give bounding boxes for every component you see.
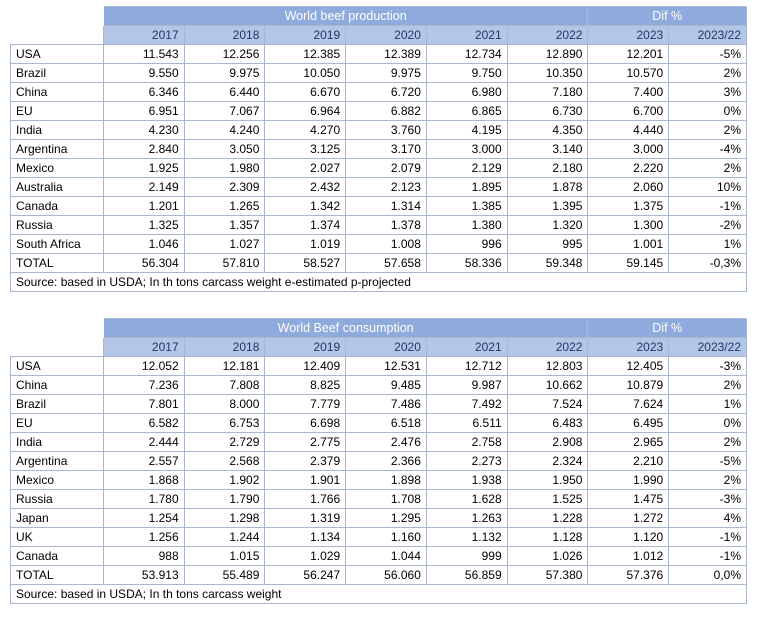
- cell-2021: 1.895: [426, 178, 507, 197]
- consumption-year-header: [11, 338, 747, 357]
- cell-dif: 2%: [669, 64, 747, 83]
- beef-consumption-table: [10, 318, 747, 604]
- cell-2022: 2.324: [507, 452, 588, 471]
- total-label: TOTAL: [11, 566, 104, 585]
- cell-2020: 6.720: [346, 83, 427, 102]
- total-2021: 58.336: [426, 254, 507, 273]
- cell-2023: 12.405: [588, 357, 669, 376]
- cell-2018: 1.980: [184, 159, 265, 178]
- row-label: Russia: [11, 216, 104, 235]
- consumption-col-dif: 2023/22: [669, 338, 747, 357]
- cell-2020: 1.295: [346, 509, 427, 528]
- table-row: [11, 395, 747, 414]
- cell-2023: 10.879: [588, 376, 669, 395]
- consumption-title: World Beef consumption: [103, 319, 588, 338]
- total-2018: 57.810: [184, 254, 265, 273]
- cell-2017: 1.780: [103, 490, 184, 509]
- cell-2022: 1.950: [507, 471, 588, 490]
- total-label: TOTAL: [11, 254, 104, 273]
- cell-2022: 3.140: [507, 140, 588, 159]
- cell-dif: 1%: [669, 235, 747, 254]
- table-row: [11, 64, 747, 83]
- cell-2022: 1.395: [507, 197, 588, 216]
- row-label: USA: [11, 45, 104, 64]
- cell-2022: 1.320: [507, 216, 588, 235]
- table-row: [11, 178, 747, 197]
- cell-2019: 1.374: [265, 216, 346, 235]
- production-total-row: [11, 254, 747, 273]
- cell-2023: 12.201: [588, 45, 669, 64]
- total-dif: -0,3%: [669, 254, 747, 273]
- cell-dif: -1%: [669, 197, 747, 216]
- consumption-source-note: Source: based in USDA; In th tons carcass weight: [11, 585, 747, 604]
- cell-2023: 1.012: [588, 547, 669, 566]
- row-label: Argentina: [11, 452, 104, 471]
- consumption-dif-header: Dif %: [588, 319, 747, 338]
- cell-2019: 8.825: [265, 376, 346, 395]
- cell-2019: 12.409: [265, 357, 346, 376]
- row-label: South Africa: [11, 235, 104, 254]
- cell-2017: 6.951: [103, 102, 184, 121]
- cell-2020: 6.882: [346, 102, 427, 121]
- table-row: [11, 216, 747, 235]
- cell-2021: 1.263: [426, 509, 507, 528]
- cell-2020: 2.366: [346, 452, 427, 471]
- cell-2017: 1.254: [103, 509, 184, 528]
- cell-2023: 6.495: [588, 414, 669, 433]
- cell-2017: 2.444: [103, 433, 184, 452]
- cell-2023: 10.570: [588, 64, 669, 83]
- cell-2019: 10.050: [265, 64, 346, 83]
- row-label: Mexico: [11, 471, 104, 490]
- row-label: UK: [11, 528, 104, 547]
- cell-dif: -2%: [669, 216, 747, 235]
- total-2019: 56.247: [265, 566, 346, 585]
- cell-2017: 1.046: [103, 235, 184, 254]
- cell-2019: 4.270: [265, 121, 346, 140]
- row-label: Mexico: [11, 159, 104, 178]
- row-label: EU: [11, 102, 104, 121]
- cell-2020: 1.314: [346, 197, 427, 216]
- cell-2021: 2.758: [426, 433, 507, 452]
- cell-2023: 1.001: [588, 235, 669, 254]
- cell-2021: 12.712: [426, 357, 507, 376]
- total-2022: 57.380: [507, 566, 588, 585]
- cell-2017: 6.346: [103, 83, 184, 102]
- cell-2017: 7.801: [103, 395, 184, 414]
- cell-2019: 12.385: [265, 45, 346, 64]
- production-title-row: [11, 7, 747, 26]
- cell-2019: 2.432: [265, 178, 346, 197]
- cell-2018: 1.357: [184, 216, 265, 235]
- cell-dif: -3%: [669, 357, 747, 376]
- cell-2018: 6.440: [184, 83, 265, 102]
- cell-2021: 2.273: [426, 452, 507, 471]
- total-2017: 53.913: [103, 566, 184, 585]
- cell-2020: 1.008: [346, 235, 427, 254]
- cell-dif: 0%: [669, 414, 747, 433]
- cell-2018: 4.240: [184, 121, 265, 140]
- cell-2020: 2.079: [346, 159, 427, 178]
- cell-2021: 7.492: [426, 395, 507, 414]
- cell-2021: 3.000: [426, 140, 507, 159]
- row-label: Brazil: [11, 395, 104, 414]
- cell-2023: 1.120: [588, 528, 669, 547]
- cell-dif: 2%: [669, 376, 747, 395]
- cell-2023: 2.210: [588, 452, 669, 471]
- cell-2018: 9.975: [184, 64, 265, 83]
- cell-2022: 7.180: [507, 83, 588, 102]
- cell-2018: 2.568: [184, 452, 265, 471]
- cell-2018: 12.256: [184, 45, 265, 64]
- table-row: [11, 376, 747, 395]
- cell-2017: 988: [103, 547, 184, 566]
- production-corner-cell: [11, 26, 104, 45]
- cell-2020: 1.160: [346, 528, 427, 547]
- cell-2017: 4.230: [103, 121, 184, 140]
- cell-2020: 3.760: [346, 121, 427, 140]
- cell-2019: 1.134: [265, 528, 346, 547]
- cell-2023: 1.300: [588, 216, 669, 235]
- cell-2022: 2.908: [507, 433, 588, 452]
- cell-2022: 10.662: [507, 376, 588, 395]
- row-label: USA: [11, 357, 104, 376]
- cell-2023: 2.965: [588, 433, 669, 452]
- consumption-total-row: [11, 566, 747, 585]
- table-row: [11, 509, 747, 528]
- cell-dif: -3%: [669, 490, 747, 509]
- total-2022: 59.348: [507, 254, 588, 273]
- consumption-col-2022: 2022: [507, 338, 588, 357]
- cell-2017: 11.543: [103, 45, 184, 64]
- cell-2021: 6.511: [426, 414, 507, 433]
- cell-2023: 1.475: [588, 490, 669, 509]
- cell-2019: 1.019: [265, 235, 346, 254]
- cell-2019: 2.379: [265, 452, 346, 471]
- cell-2018: 12.181: [184, 357, 265, 376]
- cell-2021: 999: [426, 547, 507, 566]
- table-row: [11, 121, 747, 140]
- table-row: [11, 159, 747, 178]
- total-dif: 0,0%: [669, 566, 747, 585]
- cell-dif: -1%: [669, 547, 747, 566]
- cell-2022: 10.350: [507, 64, 588, 83]
- cell-2021: 1.938: [426, 471, 507, 490]
- cell-2022: 1.228: [507, 509, 588, 528]
- table-row: [11, 197, 747, 216]
- cell-dif: 3%: [669, 83, 747, 102]
- production-col-2017: 2017: [103, 26, 184, 45]
- row-label: India: [11, 433, 104, 452]
- production-year-header: [11, 26, 747, 45]
- cell-2018: 1.298: [184, 509, 265, 528]
- cell-2019: 2.027: [265, 159, 346, 178]
- cell-2018: 2.309: [184, 178, 265, 197]
- production-col-2023: 2023: [588, 26, 669, 45]
- cell-2017: 1.325: [103, 216, 184, 235]
- cell-2020: 6.518: [346, 414, 427, 433]
- cell-2020: 2.123: [346, 178, 427, 197]
- row-label: China: [11, 376, 104, 395]
- cell-2023: 7.624: [588, 395, 669, 414]
- total-2020: 57.658: [346, 254, 427, 273]
- cell-2017: 1.201: [103, 197, 184, 216]
- cell-2020: 1.044: [346, 547, 427, 566]
- row-label: Russia: [11, 490, 104, 509]
- table-row: [11, 452, 747, 471]
- cell-2017: 12.052: [103, 357, 184, 376]
- cell-2021: 12.734: [426, 45, 507, 64]
- cell-dif: 0%: [669, 102, 747, 121]
- cell-dif: -1%: [669, 528, 747, 547]
- cell-2018: 1.790: [184, 490, 265, 509]
- cell-2021: 996: [426, 235, 507, 254]
- production-dif-header: Dif %: [588, 7, 747, 26]
- cell-dif: 10%: [669, 178, 747, 197]
- cell-2022: 1.525: [507, 490, 588, 509]
- cell-2021: 9.750: [426, 64, 507, 83]
- total-2023: 59.145: [588, 254, 669, 273]
- cell-dif: 2%: [669, 471, 747, 490]
- table-row: [11, 414, 747, 433]
- table-row: [11, 528, 747, 547]
- beef-production-table: [10, 6, 747, 292]
- cell-2018: 8.000: [184, 395, 265, 414]
- cell-2021: 1.132: [426, 528, 507, 547]
- total-2020: 56.060: [346, 566, 427, 585]
- cell-2019: 1.901: [265, 471, 346, 490]
- consumption-col-2017: 2017: [103, 338, 184, 357]
- cell-2017: 7.236: [103, 376, 184, 395]
- consumption-col-2023: 2023: [588, 338, 669, 357]
- cell-dif: -5%: [669, 452, 747, 471]
- cell-2020: 12.389: [346, 45, 427, 64]
- production-source-note: Source: based in USDA; In th tons carcass weight e-estimated p-projected: [11, 273, 747, 292]
- cell-2018: 3.050: [184, 140, 265, 159]
- row-label: Argentina: [11, 140, 104, 159]
- table-row: [11, 140, 747, 159]
- cell-2022: 4.350: [507, 121, 588, 140]
- cell-2019: 3.125: [265, 140, 346, 159]
- cell-2022: 2.180: [507, 159, 588, 178]
- row-label: Canada: [11, 197, 104, 216]
- cell-2018: 2.729: [184, 433, 265, 452]
- cell-2017: 2.840: [103, 140, 184, 159]
- cell-2020: 9.975: [346, 64, 427, 83]
- cell-2020: 1.378: [346, 216, 427, 235]
- cell-2020: 7.486: [346, 395, 427, 414]
- cell-2023: 1.272: [588, 509, 669, 528]
- table-row: [11, 471, 747, 490]
- row-label: Canada: [11, 547, 104, 566]
- cell-2017: 2.149: [103, 178, 184, 197]
- production-col-2018: 2018: [184, 26, 265, 45]
- table-row: [11, 235, 747, 254]
- table-row: [11, 45, 747, 64]
- cell-2021: 1.385: [426, 197, 507, 216]
- production-col-2020: 2020: [346, 26, 427, 45]
- row-label: Brazil: [11, 64, 104, 83]
- cell-dif: 2%: [669, 159, 747, 178]
- cell-2017: 9.550: [103, 64, 184, 83]
- table-separator: [10, 292, 747, 318]
- cell-2019: 7.779: [265, 395, 346, 414]
- consumption-col-2018: 2018: [184, 338, 265, 357]
- cell-2017: 6.582: [103, 414, 184, 433]
- cell-2020: 12.531: [346, 357, 427, 376]
- cell-2018: 1.902: [184, 471, 265, 490]
- production-col-dif: 2023/22: [669, 26, 747, 45]
- table-row: [11, 357, 747, 376]
- total-2019: 58.527: [265, 254, 346, 273]
- cell-2021: 6.980: [426, 83, 507, 102]
- cell-dif: 1%: [669, 395, 747, 414]
- row-label: China: [11, 83, 104, 102]
- cell-2019: 6.698: [265, 414, 346, 433]
- cell-2023: 1.990: [588, 471, 669, 490]
- production-title-spacer: [11, 7, 104, 26]
- cell-2018: 1.244: [184, 528, 265, 547]
- cell-2018: 1.265: [184, 197, 265, 216]
- row-label: India: [11, 121, 104, 140]
- cell-2020: 9.485: [346, 376, 427, 395]
- cell-2020: 2.476: [346, 433, 427, 452]
- row-label: Japan: [11, 509, 104, 528]
- production-source-row: [11, 273, 747, 292]
- cell-2020: 3.170: [346, 140, 427, 159]
- cell-2017: 2.557: [103, 452, 184, 471]
- cell-2018: 7.067: [184, 102, 265, 121]
- cell-2019: 1.319: [265, 509, 346, 528]
- table-row: [11, 433, 747, 452]
- table-row: [11, 83, 747, 102]
- production-col-2019: 2019: [265, 26, 346, 45]
- consumption-title-row: [11, 319, 747, 338]
- cell-dif: -5%: [669, 45, 747, 64]
- cell-2019: 1.342: [265, 197, 346, 216]
- cell-2017: 1.925: [103, 159, 184, 178]
- cell-2020: 1.898: [346, 471, 427, 490]
- cell-2020: 1.708: [346, 490, 427, 509]
- total-2023: 57.376: [588, 566, 669, 585]
- production-col-2022: 2022: [507, 26, 588, 45]
- cell-2017: 1.868: [103, 471, 184, 490]
- table-row: [11, 102, 747, 121]
- cell-2019: 2.775: [265, 433, 346, 452]
- cell-2021: 6.865: [426, 102, 507, 121]
- cell-dif: 2%: [669, 433, 747, 452]
- consumption-col-2019: 2019: [265, 338, 346, 357]
- consumption-corner-cell: [11, 338, 104, 357]
- consumption-col-2021: 2021: [426, 338, 507, 357]
- total-2018: 55.489: [184, 566, 265, 585]
- cell-2023: 2.220: [588, 159, 669, 178]
- consumption-source-row: [11, 585, 747, 604]
- cell-2019: 1.029: [265, 547, 346, 566]
- cell-2019: 6.670: [265, 83, 346, 102]
- total-2017: 56.304: [103, 254, 184, 273]
- cell-2021: 9.987: [426, 376, 507, 395]
- production-title: World beef production: [103, 7, 588, 26]
- table-row: [11, 490, 747, 509]
- production-col-2021: 2021: [426, 26, 507, 45]
- consumption-title-spacer: [11, 319, 104, 338]
- cell-2022: 1.128: [507, 528, 588, 547]
- cell-2023: 7.400: [588, 83, 669, 102]
- cell-2022: 12.890: [507, 45, 588, 64]
- row-label: Australia: [11, 178, 104, 197]
- cell-2021: 2.129: [426, 159, 507, 178]
- cell-dif: -4%: [669, 140, 747, 159]
- cell-2018: 7.808: [184, 376, 265, 395]
- cell-2022: 12.803: [507, 357, 588, 376]
- cell-2023: 3.000: [588, 140, 669, 159]
- cell-2022: 1.878: [507, 178, 588, 197]
- cell-2021: 1.628: [426, 490, 507, 509]
- cell-2022: 7.524: [507, 395, 588, 414]
- cell-2019: 6.964: [265, 102, 346, 121]
- cell-2023: 4.440: [588, 121, 669, 140]
- total-2021: 56.859: [426, 566, 507, 585]
- cell-2023: 1.375: [588, 197, 669, 216]
- table-row: [11, 547, 747, 566]
- cell-2022: 6.483: [507, 414, 588, 433]
- cell-2017: 1.256: [103, 528, 184, 547]
- cell-2022: 6.730: [507, 102, 588, 121]
- cell-2018: 1.027: [184, 235, 265, 254]
- cell-2021: 1.380: [426, 216, 507, 235]
- row-label: EU: [11, 414, 104, 433]
- cell-2023: 6.700: [588, 102, 669, 121]
- cell-2021: 4.195: [426, 121, 507, 140]
- cell-2022: 1.026: [507, 547, 588, 566]
- cell-2022: 995: [507, 235, 588, 254]
- consumption-col-2020: 2020: [346, 338, 427, 357]
- cell-2018: 6.753: [184, 414, 265, 433]
- cell-dif: 4%: [669, 509, 747, 528]
- cell-2023: 2.060: [588, 178, 669, 197]
- cell-2019: 1.766: [265, 490, 346, 509]
- cell-dif: 2%: [669, 121, 747, 140]
- cell-2018: 1.015: [184, 547, 265, 566]
